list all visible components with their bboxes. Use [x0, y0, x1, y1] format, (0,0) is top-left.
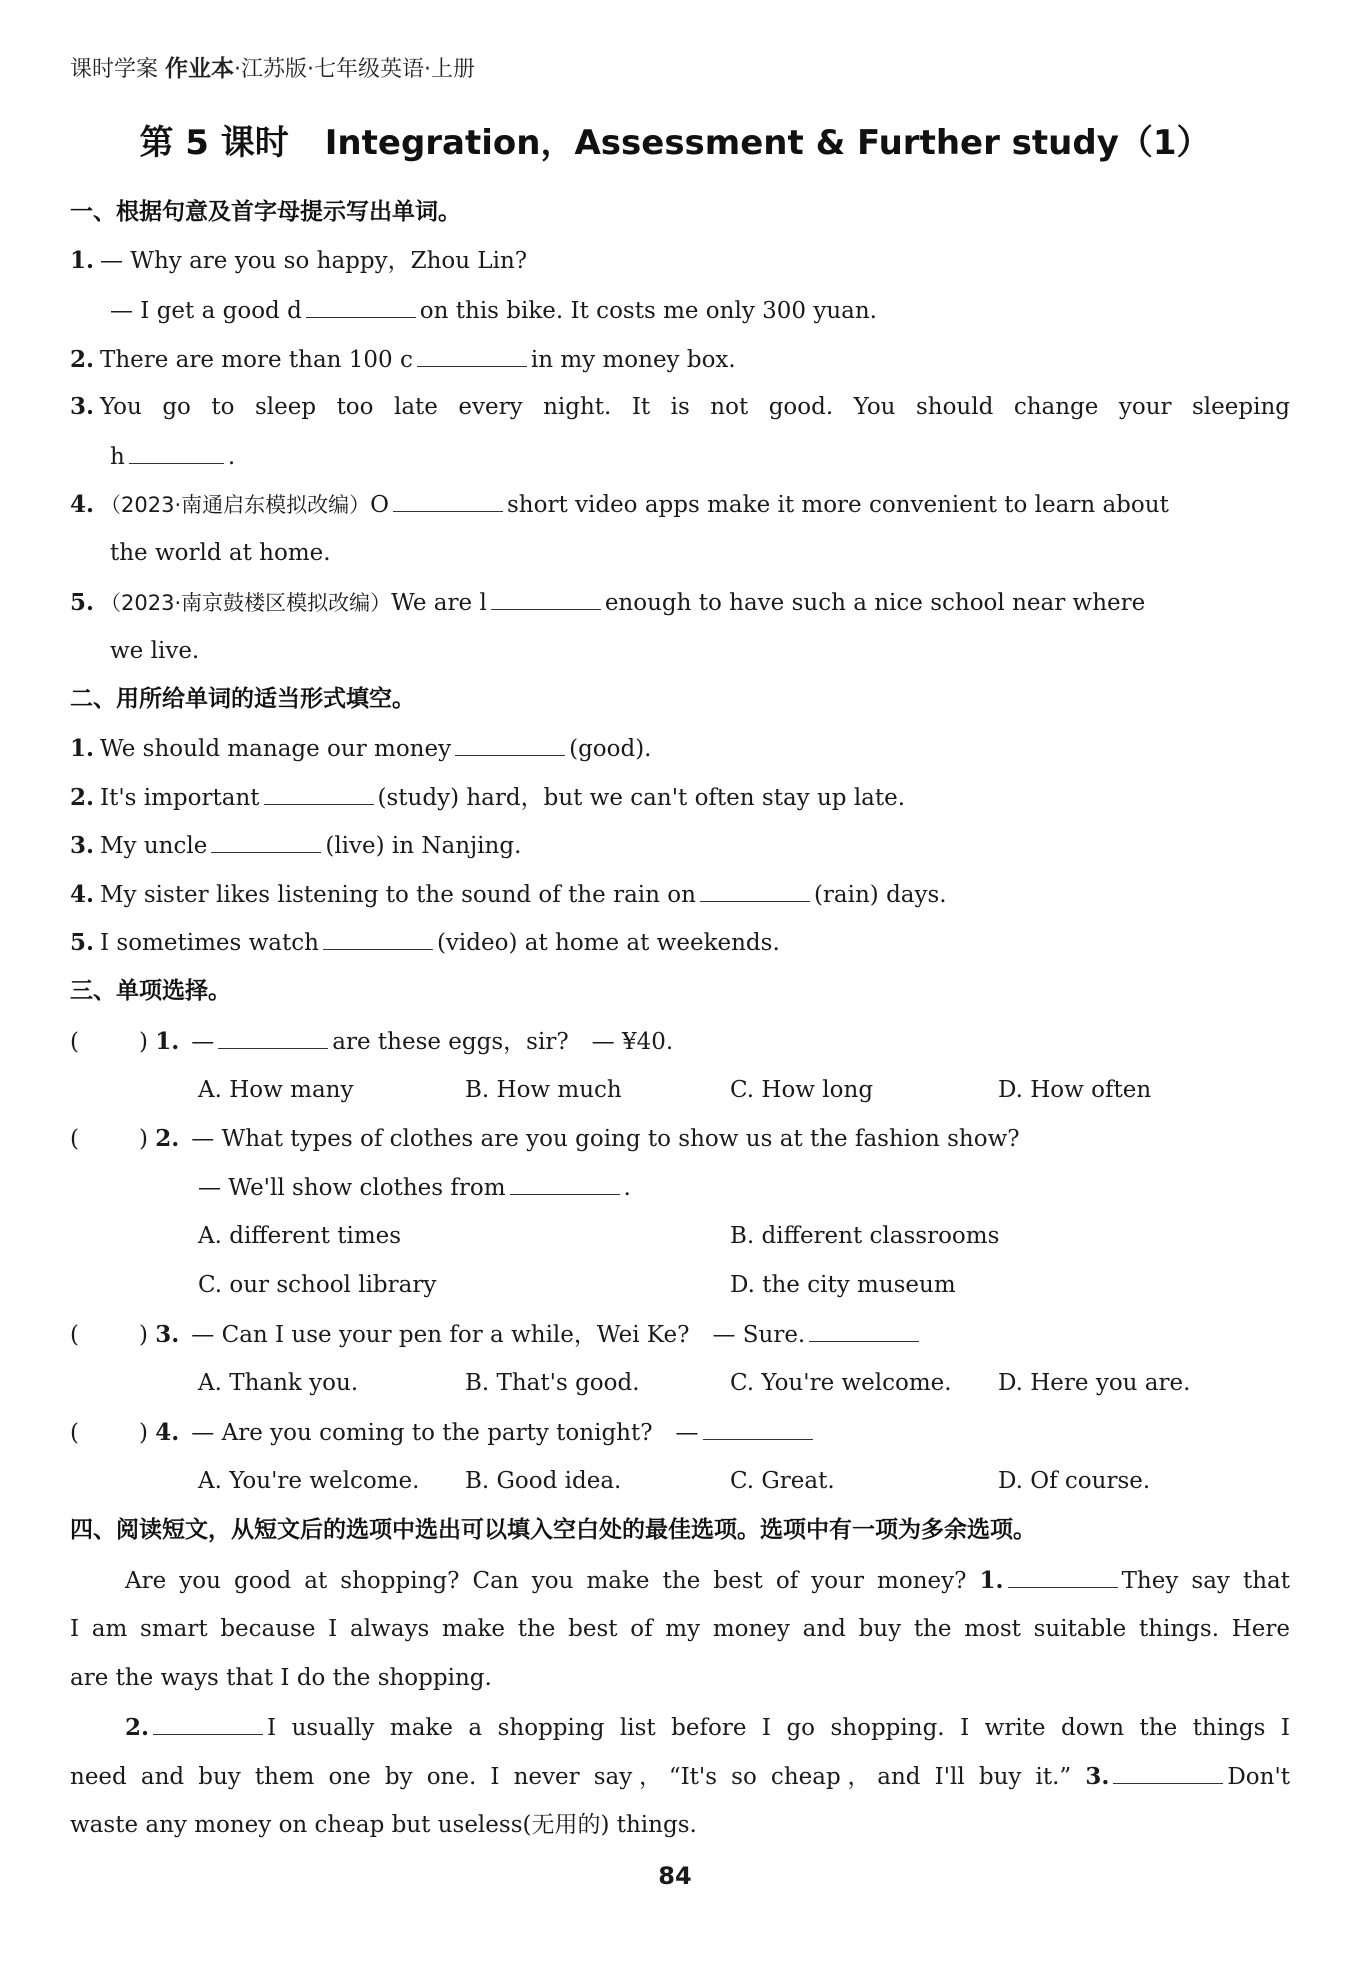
option-d[interactable]: D. How often	[998, 1077, 1152, 1103]
option-a[interactable]: A. How many	[198, 1077, 354, 1103]
p4-para1-line2: I am smart because I always make the best of my money and buy the most suitable things. Here	[70, 1616, 1290, 1642]
answer-paren-open[interactable]: (	[70, 1029, 79, 1055]
p2-item: 5. I sometimes watch (video) at home at weekends.	[70, 929, 780, 956]
option-d[interactable]: D. Here you are.	[998, 1370, 1191, 1396]
p3-q1: ( ) 1. — are these eggs，sir? — ¥40.	[70, 1028, 674, 1055]
part2-heading: 二、用所给单词的适当形式填空。	[70, 686, 415, 712]
option-d[interactable]: D. the city museum	[730, 1272, 956, 1298]
answer-blank[interactable]	[1008, 1565, 1118, 1588]
page-number: 84	[658, 1862, 692, 1890]
option-c[interactable]: C. How long	[730, 1077, 874, 1103]
p1-q1-line2: — I get a good d on this bike. It costs me only 300 yuan.	[110, 295, 1290, 326]
part3-heading: 三、单项选择。	[70, 978, 231, 1004]
option-c[interactable]: C. Great.	[730, 1468, 835, 1494]
answer-blank[interactable]	[703, 1417, 813, 1440]
answer-blank[interactable]	[153, 1712, 263, 1735]
answer-blank[interactable]	[491, 587, 601, 610]
p1-q3-line2: h .	[110, 441, 1290, 472]
answer-blank[interactable]	[417, 344, 527, 367]
source-note: （2023·南京鼓楼区模拟改编）	[100, 591, 392, 615]
option-b[interactable]: B. Good idea.	[465, 1468, 622, 1494]
p3-q4: ( ) 4. — Are you coming to the party tonight? —	[70, 1417, 1290, 1448]
p1-q3-line1: 3. You go to sleep too late every night. It is not good. You should change your sleeping	[70, 393, 1290, 420]
answer-blank[interactable]	[323, 927, 433, 950]
p3-q3: ( ) 3. — Can I use your pen for a while，Wei Ke? — Sure.	[70, 1319, 1290, 1350]
p1-q4-line1: 4. （2023·南通启东模拟改编）O short video apps make it more convenient to learn about	[70, 491, 1169, 518]
p1-q2: 2. There are more than 100 c in my money box.	[70, 346, 736, 373]
p4-para2-line3: waste any money on cheap but useless(无用的) things.	[70, 1812, 697, 1838]
p3-q2-line2: — We'll show clothes from .	[198, 1172, 1290, 1203]
option-b[interactable]: B. How much	[465, 1077, 622, 1103]
answer-blank[interactable]	[129, 441, 224, 464]
option-a[interactable]: A. You're welcome.	[198, 1468, 420, 1494]
p1-q5-line1: 5. （2023·南京鼓楼区模拟改编）We are l enough to have such a nice school near where	[70, 589, 1146, 616]
page-header	[70, 50, 475, 83]
answer-blank[interactable]	[1113, 1761, 1223, 1784]
option-a[interactable]: A. Thank you.	[198, 1370, 359, 1396]
option-c[interactable]: C. You're welcome.	[730, 1370, 952, 1396]
source-note: （2023·南通启东模拟改编）	[100, 493, 371, 517]
answer-blank[interactable]	[211, 830, 321, 853]
p4-para2-line1: 2. I usually make a shopping list before I go shopping. I write down the things I	[125, 1714, 1290, 1741]
answer-blank[interactable]	[809, 1319, 919, 1342]
option-a[interactable]: A. different times	[198, 1223, 402, 1249]
option-b[interactable]: B. different classrooms	[730, 1223, 1000, 1249]
option-c[interactable]: C. our school library	[198, 1272, 437, 1298]
p4-para1-line1: Are you good at shopping? Can you make the best of your money? 1. They say that	[125, 1567, 1291, 1594]
p2-item: 3. My uncle (live) in Nanjing.	[70, 832, 522, 859]
part1-heading: 一、根据句意及首字母提示写出单词。	[70, 199, 461, 225]
header-rest: ·江苏版·七年级英语·上册	[234, 57, 475, 82]
answer-blank[interactable]	[700, 879, 810, 902]
answer-blank[interactable]	[306, 295, 416, 318]
header-book: 作业本	[165, 56, 235, 82]
part4-heading: 四、阅读短文，从短文后的选项中选出可以填入空白处的最佳选项。选项中有一项为多余选项。	[70, 1517, 1036, 1543]
answer-blank[interactable]	[264, 782, 374, 805]
answer-blank[interactable]	[455, 733, 565, 756]
option-b[interactable]: B. That's good.	[465, 1370, 640, 1396]
lesson-topic: Integration，Assessment & Further study（1）	[324, 123, 1211, 163]
p1-q4-line2: the world at home.	[110, 540, 331, 566]
p4-para2-line2: need and buy them one by one. I never say，“It's so cheap，and I'll buy it.” 3. Don't	[70, 1763, 1291, 1790]
p2-item: 4. My sister likes listening to the sound of the rain on (rain) days.	[70, 881, 947, 908]
p1-q1-line1: 1. — Why are you so happy，Zhou Lin?	[70, 247, 528, 274]
header-series: 课时学案	[70, 57, 159, 82]
lesson-title	[0, 115, 1350, 164]
p1-q5-line2: we live.	[110, 638, 200, 664]
p3-q2-line1: ( ) 2. — What types of clothes are you going to show us at the fashion show?	[70, 1125, 1020, 1152]
answer-paren-open[interactable]: (	[70, 1126, 79, 1152]
option-d[interactable]: D. Of course.	[998, 1468, 1151, 1494]
answer-paren-open[interactable]: (	[70, 1420, 79, 1446]
answer-paren-open[interactable]: (	[70, 1322, 79, 1348]
answer-blank[interactable]	[393, 489, 503, 512]
p2-item: 2. It's important (study) hard，but we can't often stay up late.	[70, 784, 906, 811]
lesson-number: 第 5 课时	[139, 123, 289, 163]
p4-para1-line3: are the ways that I do the shopping.	[70, 1665, 492, 1691]
answer-blank[interactable]	[510, 1172, 620, 1195]
p2-item: 1. We should manage our money (good).	[70, 735, 652, 762]
answer-blank[interactable]	[218, 1026, 328, 1049]
